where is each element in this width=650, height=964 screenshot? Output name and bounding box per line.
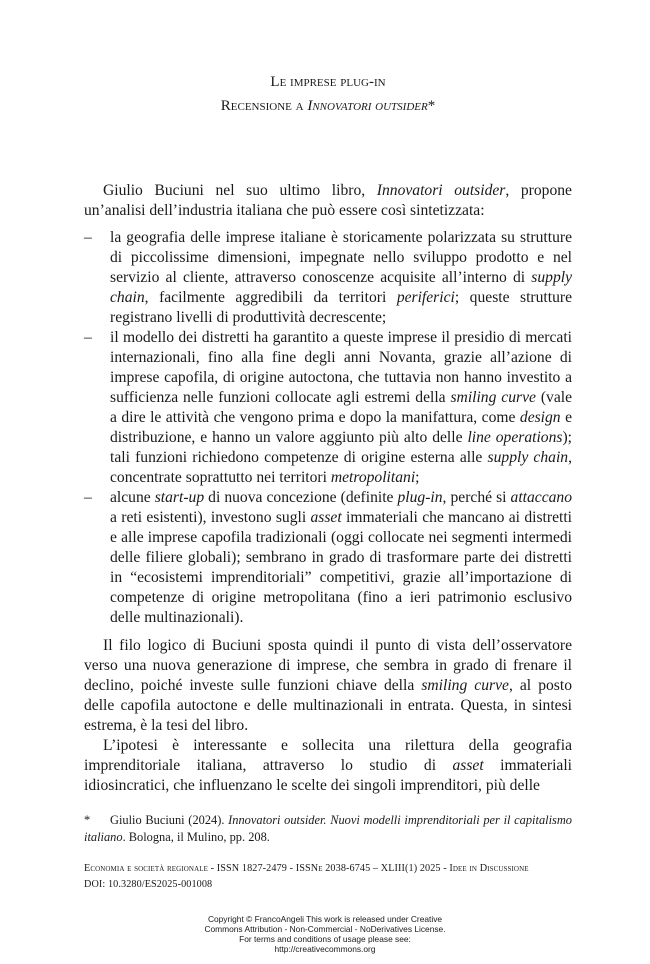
text-run: il modello dei distretti ha garantito a queste imprese il presidio di mercati internazionali, fino alla fine degli anni Novanta, grazie all’azione di imprese capofila, di origine autoctona, che tuttavia non hanno investito a sufficienza nelle funzioni collocate agli estremi della — [110, 329, 572, 406]
text-run: e distribuzione, e hanno un valore aggiunto più alto delle — [110, 409, 572, 446]
list-dash: – — [84, 489, 92, 506]
text-run: ); tali funzioni richiedono competenze di origine esterna alle — [110, 429, 573, 466]
italic-run: Innovatori outsider. Nuovi modelli imprenditoriali per il capitalismo italiano — [84, 813, 572, 844]
list-dash: – — [84, 329, 92, 346]
journal-info — [84, 861, 572, 893]
article-header — [84, 70, 572, 118]
text-run: immateriali che mancano ai distretti e alle imprese capofila tradizionali (oggi collocate nei segmenti intermedi delle filiere globali); sembrano in grado di trasformare parte dei distretti in “ecosistemi imprenditoriali” competitivi, grazie all’importazione di competenze di origine metropolitana (fino a ieri patrimonio esclusivo delle multinazionali). — [110, 509, 572, 626]
subtitle-prefix: Recensione a — [220, 98, 308, 114]
text-run: , al posto delle capofila autoctone e delle multinazionali in entrata. Questa, in sintesi estrema, è la tesi del libro. — [84, 677, 572, 734]
journal-doi-line: DOI: 10.3280/ES2025-001008 — [84, 879, 213, 890]
text-run: Giulio Buciuni nel suo ultimo libro, — [103, 182, 377, 199]
italic-run: attaccano — [510, 489, 573, 506]
license-notice — [0, 914, 650, 954]
subtitle-book-title: Innovatori outsider — [307, 98, 428, 114]
article-body — [84, 181, 572, 796]
summary-list — [84, 228, 572, 628]
list-dash: – — [84, 229, 92, 246]
body-paragraph — [84, 736, 572, 796]
license-line: Commons Attribution - Non-Commercial - NoDerivatives License. — [204, 924, 446, 934]
italic-run: smiling curve — [450, 389, 536, 406]
italic-run: supply chain — [110, 269, 572, 306]
text-run: , concentrate soprattutto nei territori — [110, 449, 572, 486]
text-run: immateriali idiosincratici, che influenzano le scelte dei singoli imprenditori, più delle — [84, 757, 572, 794]
body-paragraph — [84, 636, 572, 736]
license-line: Copyright © FrancoAngeli This work is released under Creative — [207, 914, 443, 924]
footnote-mark: * — [84, 813, 91, 827]
text-run: (vale a dire le attività che vengono prima e dopo la manifattura, come — [110, 389, 572, 426]
text-run: , perché si — [442, 489, 511, 506]
list-item — [84, 228, 572, 328]
text-run: la geografia delle imprese italiane è storicamente polarizzata su strutture di piccolissime dimensioni, impegnate nello sviluppo prodotto e nel servizio al cliente, attraverso conoscenze acquisite all’interno di — [110, 229, 572, 286]
italic-run: start-up — [154, 489, 205, 506]
italic-run: periferici — [396, 289, 455, 306]
footnote-reference-mark: * — [427, 98, 436, 114]
italic-run: asset — [452, 757, 484, 774]
italic-run: design — [519, 409, 561, 426]
italic-run: Innovatori outsider — [376, 182, 506, 199]
article-subtitle — [84, 94, 572, 118]
italic-run: line operations — [467, 429, 563, 446]
list-item — [84, 328, 573, 488]
italic-run: metropolitani — [330, 469, 416, 486]
text-run: , facilmente aggredibili da territori — [144, 289, 397, 306]
text-run: , propone un’analisi dell’industria italiana che può essere così sintetizzata: — [84, 182, 572, 219]
text-run: alcune — [110, 489, 155, 506]
text-run: Giulio Buciuni (2024). — [110, 813, 229, 827]
italic-run: plug-in — [397, 489, 443, 506]
italic-run: asset — [310, 509, 342, 526]
journal-issn-line: Economia e società regionale - ISSN 1827-2479 - ISSNe 2038-6745 – XLIII(1) 2025 - Idee in Discussione — [84, 863, 529, 874]
italic-run: smiling curve — [421, 677, 509, 694]
text-run: . Bologna, il Mulino, pp. 208. — [122, 830, 270, 844]
text-run: ; queste strutture registrano livelli di produttività decrescente; — [110, 289, 572, 326]
italic-run: supply chain — [487, 449, 569, 466]
license-url: http://creativecommons.org — [274, 944, 376, 954]
footnote — [84, 812, 572, 846]
license-line: For terms and conditions of usage please see: — [239, 934, 411, 944]
text-run: ; — [415, 469, 420, 486]
list-item — [84, 488, 573, 628]
text-run: Il filo logico di Buciuni sposta quindi il punto di vista dell’osservatore verso una nuova generazione di imprese, che sembra in grado di frenare il declino, poiché investe sulle funzioni chiave della — [84, 637, 572, 694]
text-run: a reti esistenti), investono sugli — [110, 509, 311, 526]
intro-paragraph — [84, 181, 572, 221]
text-run: di nuova concezione (definite — [204, 489, 398, 506]
article-title: Le imprese plug-in — [270, 74, 386, 90]
text-run: L’ipotesi è interessante e sollecita una rilettura della geografia imprenditoriale italiana, attraverso lo studio di — [84, 737, 572, 774]
